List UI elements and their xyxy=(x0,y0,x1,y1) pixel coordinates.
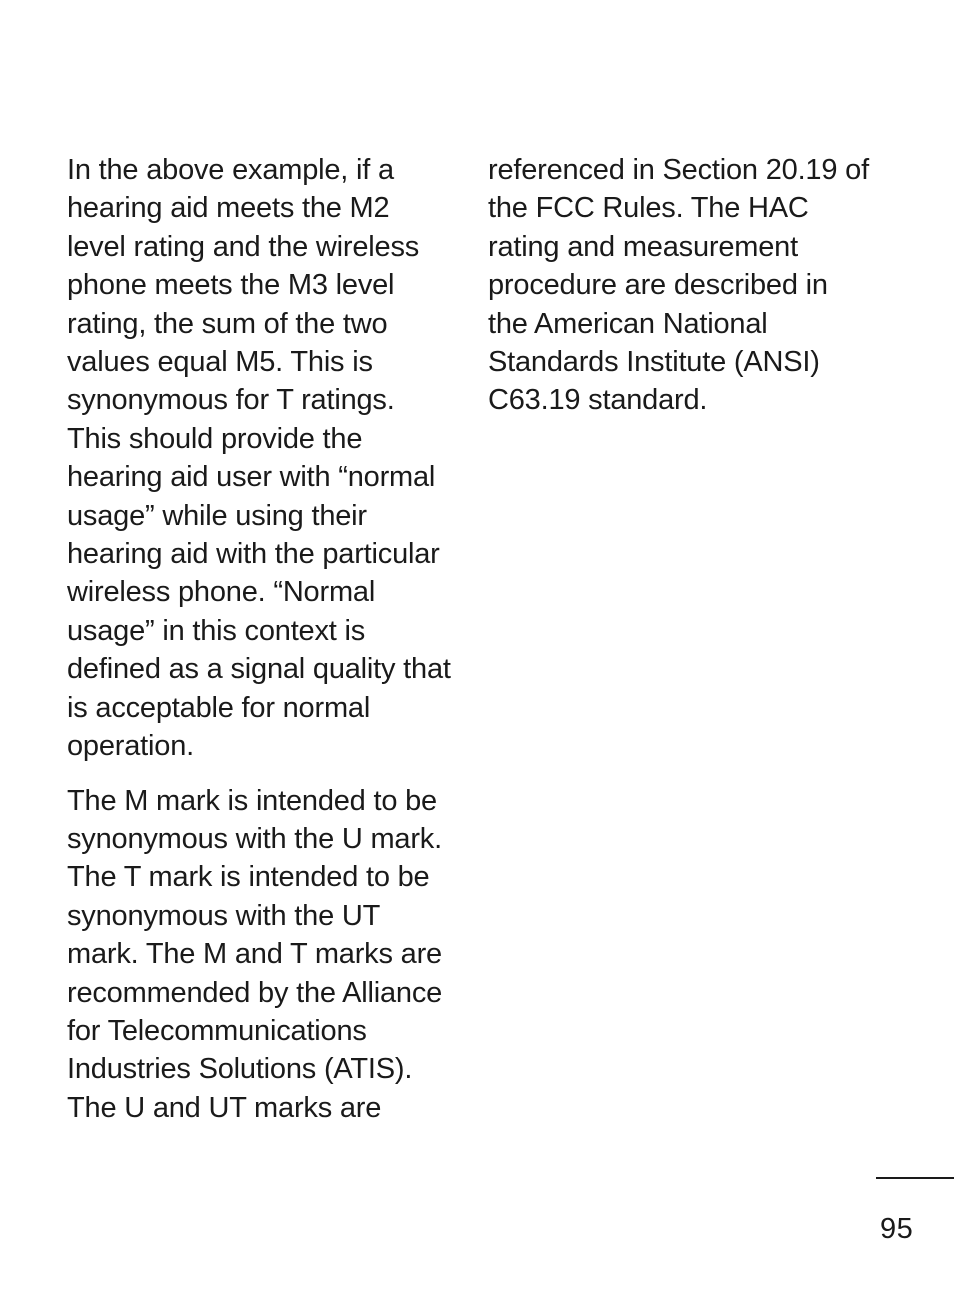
text-line: synonymous with the UT xyxy=(67,899,381,932)
text-line: This should provide the xyxy=(67,422,363,455)
text-line: phone meets the M3 level xyxy=(67,269,395,302)
text-line: recommended by the Alliance xyxy=(67,976,443,1009)
text-line: mark. The M and T marks are xyxy=(67,938,442,971)
paragraph-fcc-rules xyxy=(488,151,888,420)
page-number: 95 xyxy=(880,1213,914,1245)
text-line: Industries Solutions (ATIS). xyxy=(67,1053,413,1086)
text-line: C63.19 standard. xyxy=(488,384,708,417)
paragraph-m-t-marks xyxy=(67,782,467,1128)
text-line: rating and measurement xyxy=(488,230,798,263)
page-number-rule xyxy=(876,1177,954,1179)
text-line: hearing aid user with “normal xyxy=(67,461,436,494)
text-line: The T mark is intended to be xyxy=(67,861,430,894)
text-line: synonymous for T ratings. xyxy=(67,384,395,417)
text-line: hearing aid meets the M2 xyxy=(67,192,390,225)
left-column xyxy=(67,151,467,1127)
text-line: usage” in this context is xyxy=(67,614,366,647)
text-line: usage” while using their xyxy=(67,499,367,532)
text-line: wireless phone. “Normal xyxy=(67,576,376,609)
text-line: The U and UT marks are xyxy=(67,1091,382,1124)
text-line: level rating and the wireless xyxy=(67,230,420,263)
right-column xyxy=(488,151,888,420)
text-line: operation. xyxy=(67,730,194,763)
text-line: procedure are described in xyxy=(488,269,828,302)
text-line: the FCC Rules. The HAC xyxy=(488,192,809,225)
text-line: hearing aid with the particular xyxy=(67,538,440,571)
text-line: rating, the sum of the two xyxy=(67,307,388,340)
text-line: referenced in Section 20.19 of xyxy=(488,154,869,186)
text-line: is acceptable for normal xyxy=(67,691,371,724)
paragraph-normal-usage xyxy=(67,151,467,766)
text-line: values equal M5. This is xyxy=(67,346,373,379)
text-line: In the above example, if a xyxy=(67,154,394,186)
text-line: for Telecommunications xyxy=(67,1014,367,1047)
text-line: synonymous with the U mark. xyxy=(67,822,442,855)
text-line: The M mark is intended to be xyxy=(67,784,437,817)
text-line: the American National xyxy=(488,307,768,340)
text-line: Standards Institute (ANSI) xyxy=(488,346,820,379)
text-line: defined as a signal quality that xyxy=(67,653,451,686)
